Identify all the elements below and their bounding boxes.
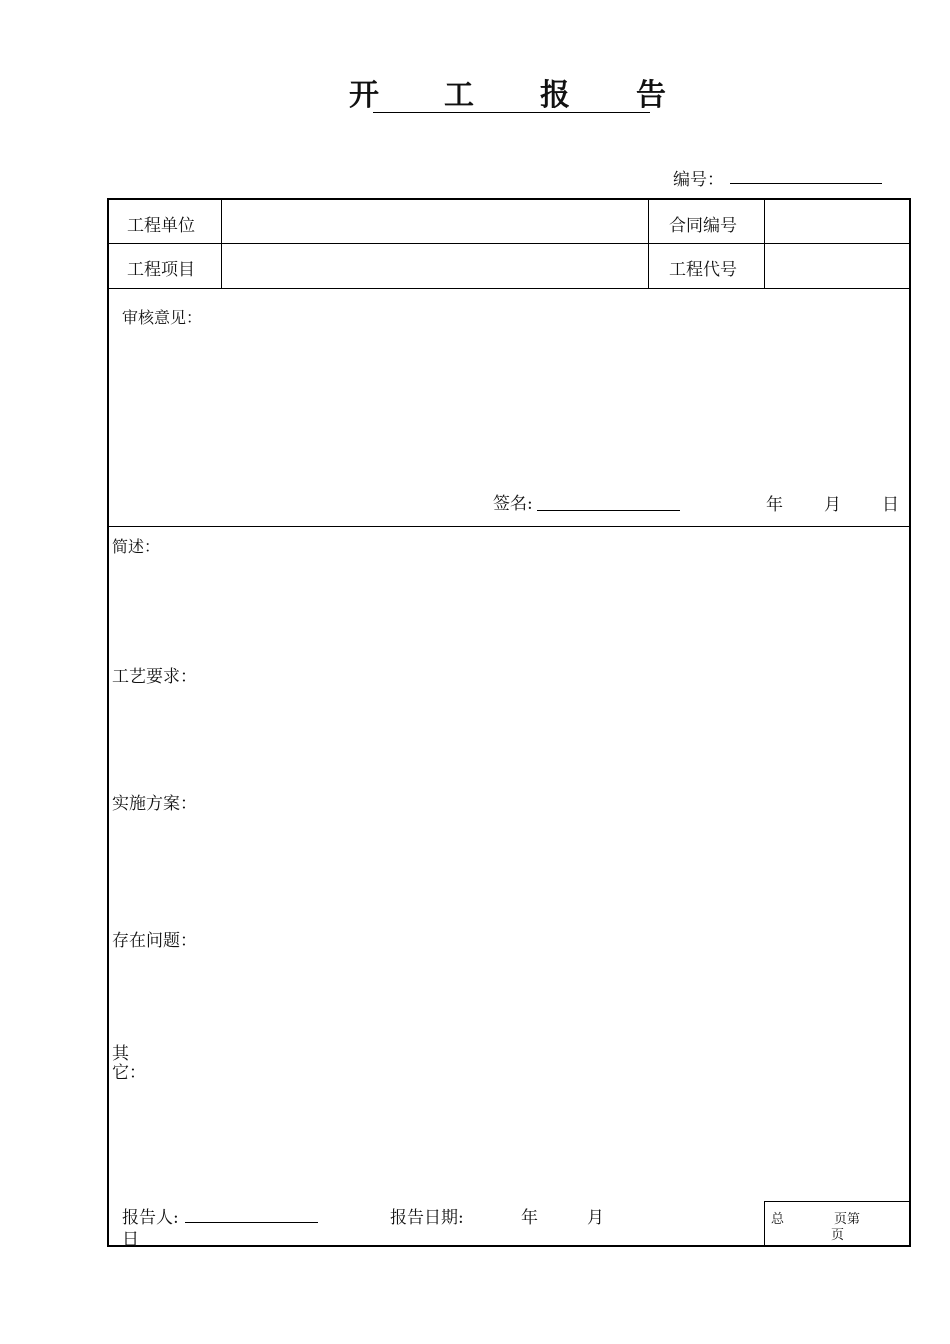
review-sign-field[interactable] [537, 510, 680, 511]
row-divider [109, 526, 909, 527]
footer-year: 年 [521, 1208, 538, 1228]
title-char-1: 开 [349, 78, 379, 113]
review-day: 日 [882, 495, 899, 515]
review-sign-label: 签名: [493, 494, 533, 514]
title-char-3: 报 [540, 78, 570, 113]
title-char-2: 工 [444, 78, 474, 113]
row-divider [109, 288, 909, 289]
page-cell-top [764, 1201, 909, 1202]
serial-label: 编号： [673, 170, 724, 190]
other-label-line-2: 它： [112, 1063, 146, 1083]
unit-label: 工程单位 [127, 216, 195, 236]
col-divider [648, 200, 649, 288]
col-divider [764, 200, 765, 288]
serial-field[interactable] [730, 183, 882, 184]
page-total: 总 [771, 1212, 785, 1227]
reporter-field[interactable] [185, 1222, 318, 1223]
project-label: 工程项目 [127, 260, 195, 280]
footer-day: 日 [122, 1230, 139, 1250]
col-divider [221, 200, 222, 288]
code-field[interactable] [766, 244, 908, 287]
report-form [107, 198, 911, 1250]
page-suffix: 页 [831, 1228, 845, 1243]
issues-label: 存在问题： [112, 931, 197, 951]
project-field[interactable] [223, 244, 647, 287]
summary-label: 简述： [112, 537, 161, 556]
process-label: 工艺要求： [112, 667, 197, 687]
footer-month: 月 [587, 1208, 604, 1228]
review-year: 年 [766, 495, 783, 515]
page-first: 页第 [834, 1212, 861, 1227]
plan-label: 实施方案： [112, 794, 197, 814]
title-underline [373, 112, 650, 113]
review-month: 月 [824, 495, 841, 515]
code-label: 工程代号 [669, 260, 737, 280]
report-date-label: 报告日期: [390, 1208, 464, 1228]
title-char-4: 告 [636, 78, 666, 113]
other-label-line-1: 其 [112, 1044, 129, 1064]
page-cell-left [764, 1201, 765, 1245]
contract-field[interactable] [766, 200, 908, 242]
review-label: 审核意见： [122, 308, 203, 327]
unit-field[interactable] [223, 200, 647, 242]
reporter-label: 报告人: [122, 1208, 179, 1228]
contract-label: 合同编号 [669, 216, 737, 236]
